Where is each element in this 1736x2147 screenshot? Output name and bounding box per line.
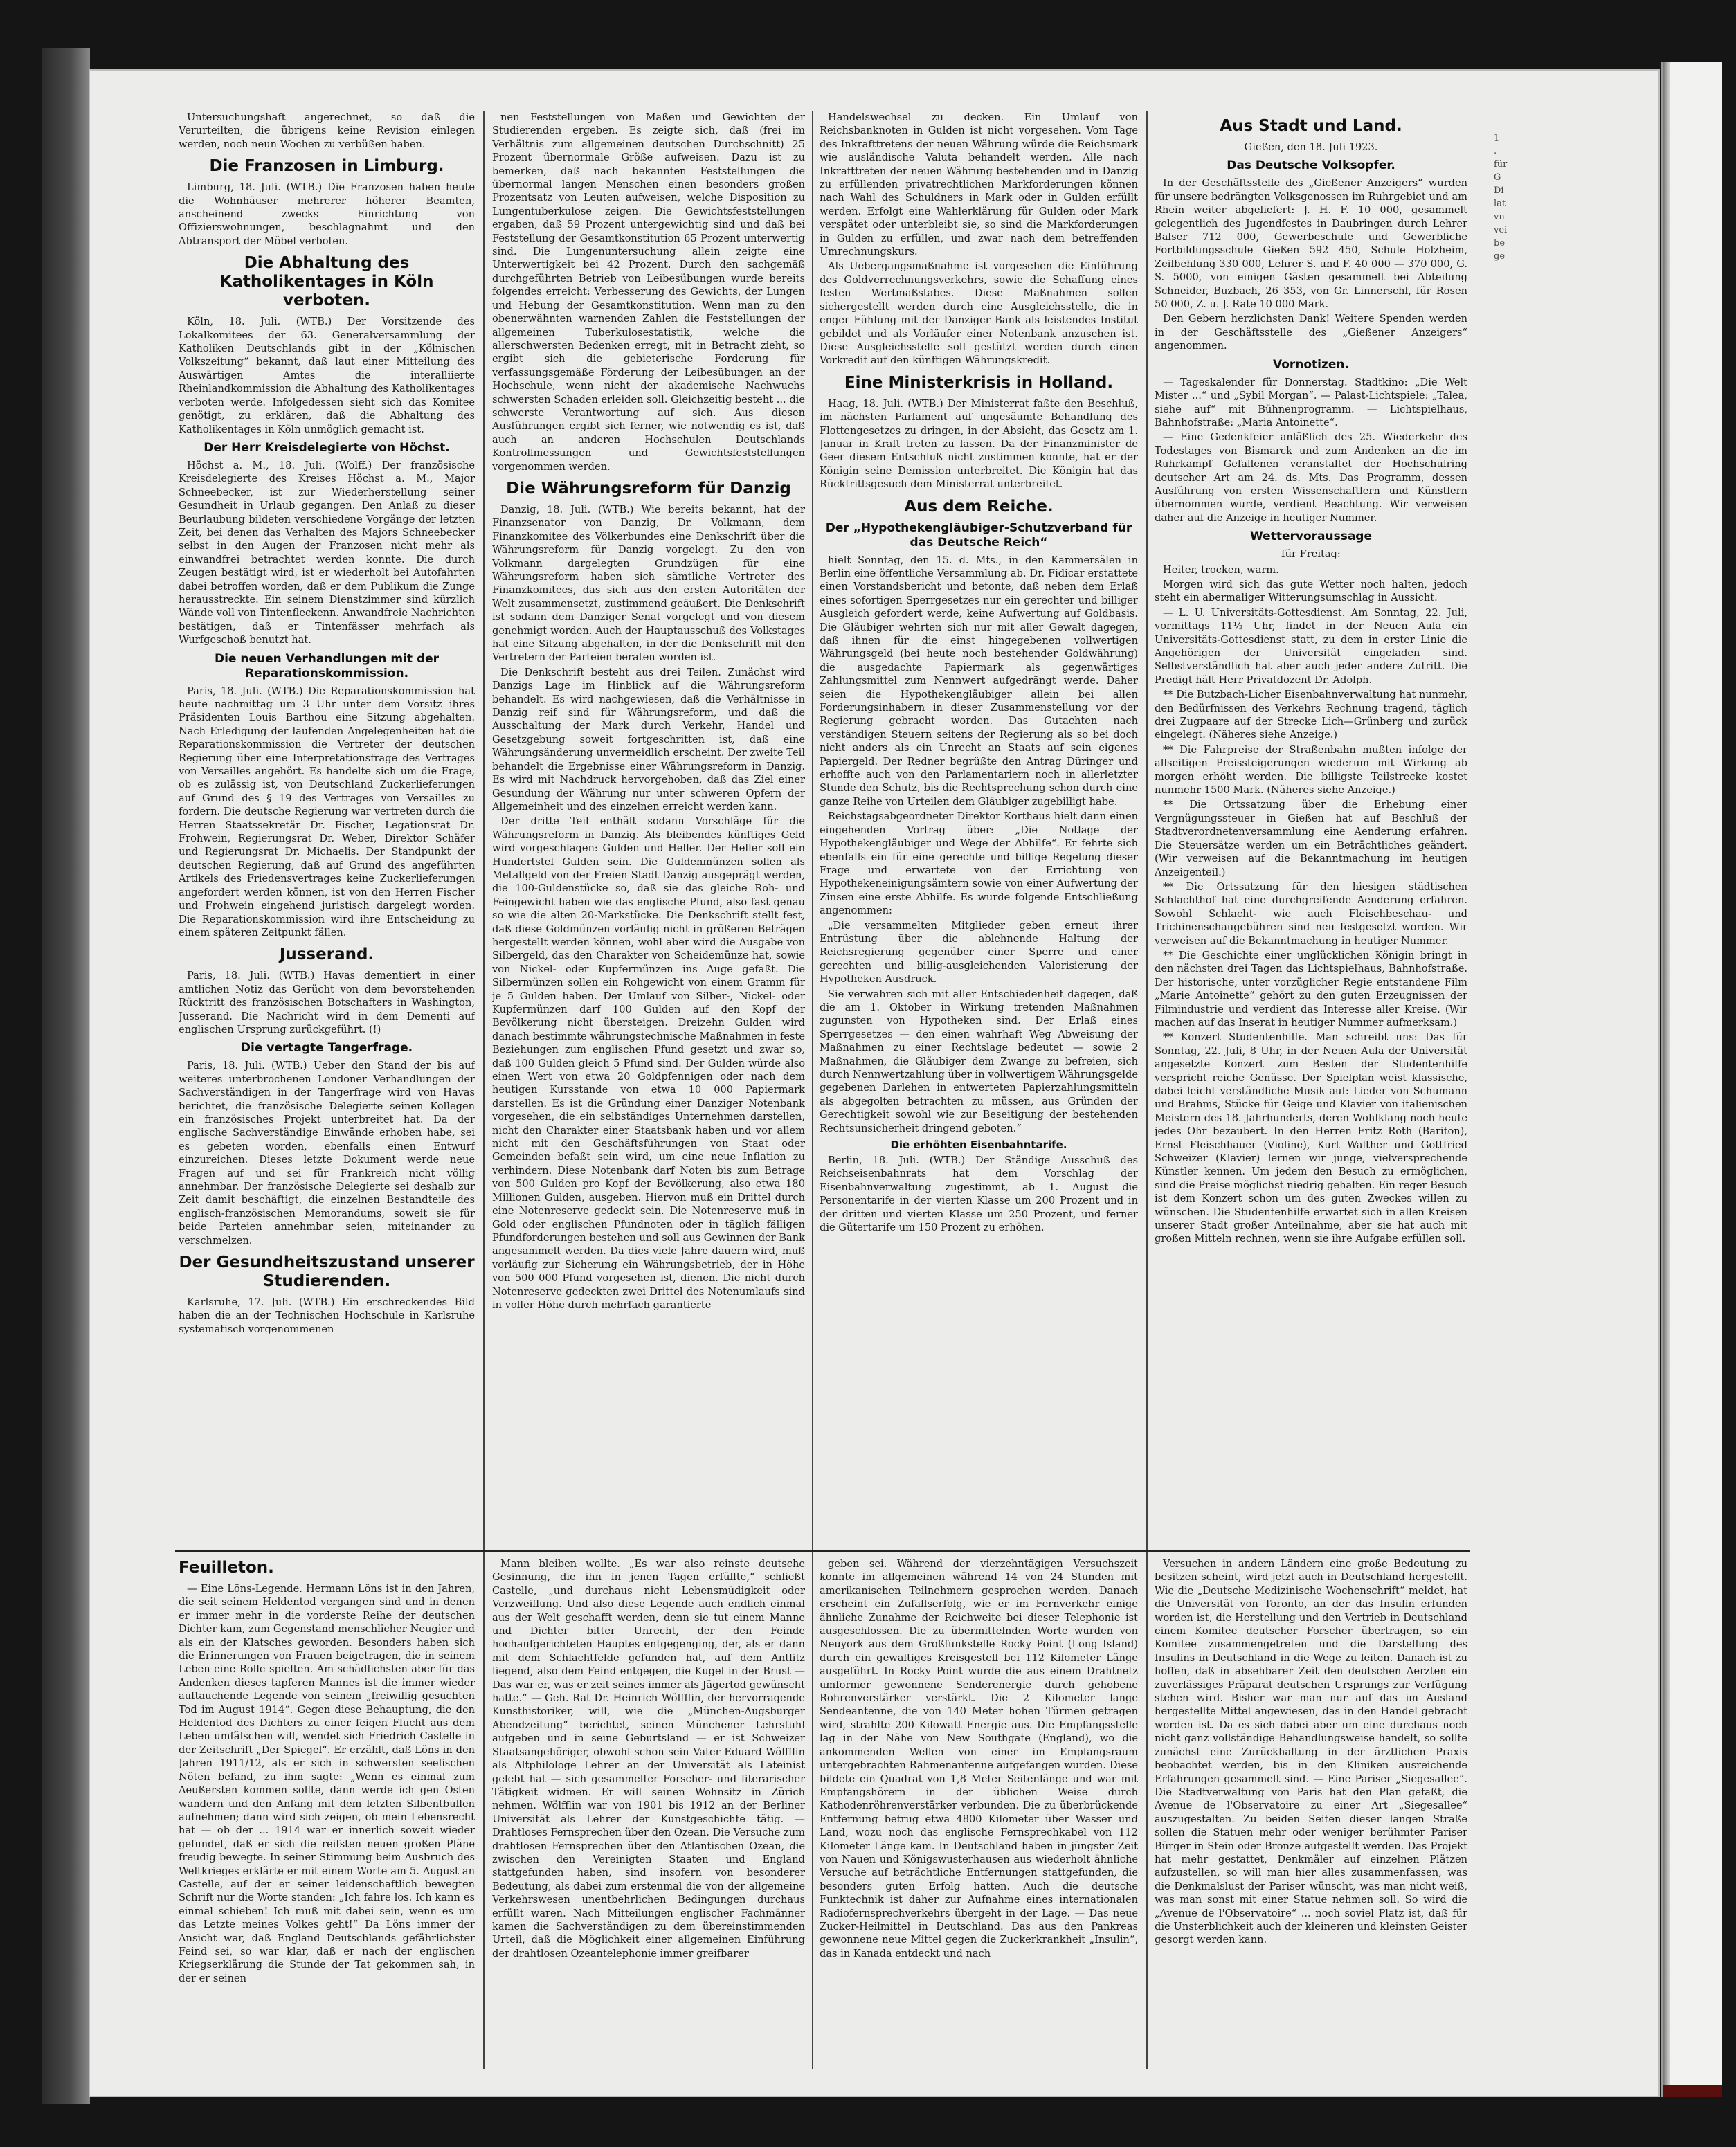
feuilleton-column-4 [1155, 1557, 1467, 2069]
article-paragraph: hielt Sonntag, den 15. d. Mts., in den Kammersälen in Berlin eine öffentliche Versammlung ab. Dr. Fidicar erstattete einen Vorstandsbericht und betonte, daß neben dem Erlaß eines sofortigen Sperrgesetzes nur ein gerechter und billiger Ausgleich gefordert werde, keine Aufwertung auf Goldbasis. Die Gläubiger wehrten sich nur mit aller Gewalt dagegen, daß ihnen für die einst hingegebenen vollwertigen Währungsgeld (bei heute noch bestehender Goldwährung) die ausgedachte Papiermark als gegenwärtiges Zahlungsmittel zum Nennwert aufgedrängt werde. Daher seien die Hypothekengläubiger allein bei allen Forderungsinhabern in dieser Zusammenstellung vor der Regierung gebracht worden. Das Gutachten nach verständigen Steuern seitens der Regierung als so bei doch nicht anders als ein Unrecht an Staats auf sein eigenes Papiergeld. Der Redner begrüßte den Antrag Düringer und erhoffte auch von den Parlamentariern noch in allerletzter Stunde den Schutz, bis die Rechtsprechung schon durch eine ganze Reihe von Urteilen dem Gläubiger zugebilligt habe. [820, 554, 1138, 808]
article-heading: Eine Ministerkrisis in Holland. [844, 373, 1114, 392]
article-heading: Die erhöhten Eisenbahntarife. [890, 1139, 1067, 1152]
feuilleton-divider [175, 1550, 1470, 1552]
feuilleton-column-3 [820, 1557, 1138, 2069]
article-paragraph: Höchst a. M., 18. Juli. (Wolff.) Der französische Kreisdelegierte des Kreises Höchst a. M., Major Schneebecker, ist zur Wiederherstellung seiner Gesundheit in Urlaub gegangen. Den Anlaß zu dieser Beurlaubung bildeten verschiedene Vorgänge der letzten Zeit, bei denen das Verhalten des Majors Schneebecker selbst in den Augen der Franzosen nicht mehr als einwandfrei betrachtet werden konnte. Die durch Zeugen bestätigt wird, ist er wiederholt bei Autofahrten dabei betroffen worden, daß er dem Publikum die Zunge herausstreckte. Ein seinem Dienstzimmer sind kürzlich Wände voll von Tintenfleckenn. Anwandfreie Nachrichten bestätigen, daß er Tintenfässer mehrfach als Wurfgeschoß benutzt hat. [179, 459, 475, 646]
article-paragraph: Berlin, 18. Juli. (WTB.) Der Ständige Ausschuß des Reichseisenbahnrats hat dem Vorschlag der Eisenbahnverwaltung zugestimmt, ab 1. August die Personentarife in der vierten Klasse um 200 Prozent und in der dritten und vierten Klasse um 250 Prozent, und ferner die Gütertarife um 150 Prozent zu erhöhen. [820, 1154, 1138, 1234]
article-heading: Aus dem Reiche. [904, 497, 1054, 516]
article-paragraph: Paris, 18. Juli. (WTB.) Havas dementiert in einer amtlichen Notiz das Gerücht von dem bevorstehenden Rücktritt des französischen Botschafters in Washington, Jusserand. Die Nachricht wird in dem Dementi auf englischen Ursprung zurückgeführt. (!) [179, 970, 475, 1035]
article-paragraph: Reichstagsabgeordneter Direktor Korthaus hielt dann einen eingehenden Vortrag über: „Die Notlage der Hypothekengläubiger und Wege der Abhilfe“. Er fehrte sich ebenfalls ein für eine gerechte und billige Regelung dieser Frage und erwartete von der Errichtung von Hypothekeneinigungsämtern sowie von einer Aufwertung der Zinsen eine erste Abhilfe. Es wurde folgende Entschließung angenommen: [820, 810, 1138, 917]
article-paragraph: Limburg, 18. Juli. (WTB.) Die Franzosen haben heute die Wohnhäuser mehrerer höherer Beamten, anscheinend zwecks Einrichtung von Offizierswohnungen, beschlagnahmt und den Abtransport der Möbel verboten. [179, 181, 475, 247]
article-paragraph: — L. U. Universitäts-Gottesdienst. Am Sonntag, 22. Juli, vormittags 11½ Uhr, findet in der Neuen Aula ein Universitäts-Gottesdienst statt, zu dem in erster Linie die Angehörigen der Universität eingeladen sind. Selbstverständlich hat aber auch jeder andere Zutritt. Die Predigt hält Herr Privatdozent Dr. Adolph. [1155, 606, 1467, 686]
feuilleton-heading: Feuilleton. [179, 1559, 274, 1577]
article-heading: Wettervoraussage [1250, 529, 1372, 544]
article-paragraph: Heiter, trocken, warm. [1163, 563, 1279, 576]
article-heading: Aus Stadt und Land. [1220, 117, 1402, 135]
article-paragraph: ** Die Fahrpreise der Straßenbahn mußten infolge der allseitigen Preissteigerungen wiederum mit Wirkung ab morgen erhöht werden. Die billigste Teilstrecke kostet nunmehr 1500 Mark. (Näheres siehe Anzeige.) [1155, 743, 1467, 797]
article-paragraph: Morgen wird sich das gute Wetter noch halten, jedoch steht ein abermaliger Witterungsumschlag in Aussicht. [1155, 578, 1467, 604]
article-paragraph: — Eine Gedenkfeier anläßlich des 25. Wiederkehr des Todestages von Bismarck und zum Andenken an die im Ruhrkampf Gefallenen veranstaltet der Hochschulring deutscher Art am 24. ds. Mts. Das Programm, dessen Ausführung von ersten Wissenschaftlern und Künstlern übernommen wurde, verdient Beachtung. Wir verweisen daher auf die Anzeige in heutiger Nummer. [1155, 431, 1467, 524]
article-paragraph: Haag, 18. Juli. (WTB.) Der Ministerrat faßte den Beschluß, im nächsten Parlament auf ungesäumte Behandlung des Flottengesetzes zu dringen, in der Absicht, das Gesetz am 1. Januar in Kraft treten zu lassen. Da der Finanzminister de Geer diesem Entschluß nicht zustimmen konnte, hat er der Königin seine Demission unterbreitet. Die Königin hat das Rücktrittsgesuch dem Ministerrat unterbreitet. [820, 397, 1138, 491]
book-left-edge [42, 48, 90, 2104]
article-paragraph: Köln, 18. Juli. (WTB.) Der Vorsitzende des Lokalkomitees der 63. Generalversammlung der Katholiken Deutschlands gibt in der „Kölnischen Volkszeitung“ bekannt, daß laut einer Mitteilung des Auswärtigen Amtes die interalliierte Rheinlandkommission die Abhaltung des Katholikentages verboten werde. Infolgedessen sieht sich das Komitee genötigt, zu erklären, daß die Abhaltung des Katholikentages in Köln unmöglich gemacht ist. [179, 316, 475, 435]
article-paragraph: Handelswechsel zu decken. Ein Umlauf von Reichsbanknoten in Gulden ist nicht vorgesehen. Vom Tage des Inkrafttretens der neuen Währung würde die Reichsmark wie ausländische Valuta behandelt werden. Alle nach Inkrafttreten der neuen Währung bestehenden und in Danzig zu erfüllenden privatrechtlichen Markforderungen können nach Wahl des Schuldners in Mark oder in Gulden erfüllt werden. Erfolgt eine Wahlerklärung für Gulden oder Mark verspätet oder unterbleibt sie, so sind die Markforderungen in Gulden zu erfüllen, und zwar nach dem betreffenden Umrechnungskurs. [820, 111, 1138, 258]
article-paragraph: Die Denkschrift besteht aus drei Teilen. Zunächst wird Danzigs Lage im Hinblick auf die Währungsreform behandelt. Es wird nachgewiesen, daß die Verhältnisse in Danzig reif sind für Währungsreform, und daß die Ausschaltung der Mark durch Verkehr, Handel und Gesetzgebung soweit fortgeschritten ist, daß eine Währungsänderung unvermeidlich erscheint. Der zweite Teil behandelt die Ergebnisse einer Währungsreform in Danzig. Es wird mit Nachdruck hervorgehoben, daß das Ziel einer Gesundung der Währung nur unter schweren Opfern der Allgemeinheit und des einzelnen erreicht werden kann. [492, 666, 805, 813]
article-paragraph: ** Die Geschichte einer unglücklichen Königin bringt in den nächsten drei Tagen das Lichtspielhaus, Bahnhofstraße. Der historische, unter vorzüglicher Regie entstandene Film „Marie Antoinette“ gehört zu den guten Erzeugnissen der Filmindustrie und verdient das Interesse aller Kreise. (Wir machen auf das Inserat in heutiger Nummer aufmerksam.) [1155, 949, 1467, 1029]
article-heading: Das Deutsche Volksopfer. [1227, 158, 1395, 173]
column-rule [812, 111, 813, 1571]
article-paragraph: ** Die Ortssatzung für den hiesigen städtischen Schlachthof hat eine durchgreifende Aenderung erfahren. Sowohl Schlacht- wie auch Fleischbeschau- und Trichinenschaugebühren sind neu festgesetzt worden. Wir verweisen auf die Bekanntmachung in heutiger Nummer. [1155, 880, 1467, 947]
column-rule [483, 111, 485, 1571]
page-spine [1663, 62, 1670, 2097]
article-paragraph: — Tageskalender für Donnerstag. Stadtkino: „Die Welt Mister ...“ und „Sybil Morgan“. — Palast-Lichtspiele: „Talea, siehe auf“ mit Bühnenprogramm. — Lichtspielhaus, Bahnhofstraße: „Maria Antoinette“. [1155, 376, 1467, 428]
article-paragraph: Paris, 18. Juli. (WTB.) Ueber den Stand der bis auf weiteres unterbrochenen Londoner Verhandlungen der Sachverständigen in der Tangerfrage wird von Havas berichtet, die französische Delegierte seinen Kollegen ein französisches Projekt unterbreitet hat. Da der englische Sachverständige Einwände erhoben habe, sei es gebeten worden, ebenfalls einen Entwurf einzureichen. Dieses letzte Dokument werde neue Fragen auf und sei für Frankreich nicht völlig annehmbar. Der französische Delegierte sei deshalb zur Zeit damit beschäftigt, die einzelnen Bestandteile des englisch-französischen Memorandums, soweit sie für beide Parteien annehmbar seien, miteinander zu verschmelzen. [179, 1060, 475, 1247]
column-rule [1146, 1557, 1148, 2069]
article-paragraph: Paris, 18. Juli. (WTB.) Die Reparationskommission hat heute nachmittag um 3 Uhr unter dem Vorsitz ihres Präsidenten Louis Barthou eine Sitzung abgehalten. Nach Erledigung der laufenden Angelegenheiten hat die Reparationskommission die Vertreter der deutschen Regierung über eine Interpretationsfrage des Vertrages von Versailles angehört. Es handelte sich um die Frage, ob es zulässig ist, von Deutschland Zuckerlieferungen auf Grund des § 19 des Vertrages von Versailles zu fordern. Die deutsche Regierung war vertreten durch die Herren Staatssekretär Dr. Fischer, Legationsrat Dr. Frohwein, Regierungsrat Dr. Weber, Direktor Schäfer und Regierungsrat Dr. Michaelis. Der Standpunkt der deutschen Regierung, daß auf Grund des angeführten Artikels des Friedensvertrages keine Zuckerlieferungen angefordert werden können, ist von den Herren Fischer und Frohwein eingehend juristisch dargelegt worden. Die Reparationskommission wird ihre Entscheidung zu einem späteren Zeitpunkt fällen. [179, 685, 475, 939]
feuilleton-text: Mann bleiben wollte. „Es war also reinste deutsche Gesinnung, die ihn in jenen Tagen erfüllte,“ schließt Castelle, „und durchaus nicht Lebensmüdigkeit oder Verzweiflung. Und also diese Legende auch endlich einmal aus der Welt geschafft werden, denn sie tut einem Manne und Dichter bitter Unrecht, der den Feinde hochaufgerichteten Hauptes entgegenging, der, als er dann mit dem Schlachtfelde gefunden hat, auf dem Antlitz liegend, also dem Feind entgegen, die Kugel in der Brust — Das war er, was er zeit seines immer als Jägertod gewünscht hatte.“ — Geh. Rat Dr. Heinrich Wölfflin, der hervorragende Kunsthistoriker, will, wie die „München-Augsburger Abendzeitung“ berichtet, seinen Münchener Lehrstuhl aufgeben und in seine Geburtsland — er ist Schweizer Staatsangehöriger, obwohl schon sein Vater Eduard Wölfflin als Altphilologe Lehrer an der Universität als Lateinist gelebt hat — sich gesammelter Forscher- und literarischer Tätigkeit widmen. Er will seinen Wohnsitz in Zürich nehmen. Wölfflin war von 1901 bis 1912 an der Berliner Universität als Lehrer der Kunstgeschichte tätig. — Drahtloses Fernsprechen über den Ozean. Die Versuche zum drahtlosen Fernsprechen über den Atlantischen Ozean, die zwischen den Vereinigten Staaten und England stattgefunden haben, sind insofern von besonderer Bedeutung, als dabei zum erstenmal die von der allgemeine Verkehrswesen unentbehrlichen Bedingungen durchaus erfüllt waren. Nach Mitteilungen englischer Fachmänner kamen die Sachverständigen zu dem übereinstimmenden Urteil, daß die Möglichkeit einer allgemeinen Einführung der drahtlosen Ozeantelephonie immer greifbarer [492, 1558, 805, 1959]
article-heading: Der „Hypothekengläubiger-Schutzverband für das Deutsche Reich“ [825, 520, 1132, 550]
newspaper-page [89, 69, 1660, 2097]
cover-strip [1663, 2085, 1722, 2097]
column-4 [1155, 111, 1467, 1578]
column-rule [812, 1557, 813, 2069]
article-heading: Der Herr Kreisdelegierte von Höchst. [204, 440, 450, 455]
article-paragraph: Untersuchungshaft angerechnet, so daß die Verurteilten, die übrigens keine Revision einlegen werden, noch neun Wochen zu verbüßen haben. [179, 111, 475, 150]
feuilleton-text: — Eine Löns-Legende. Hermann Löns ist in den Jahren, die seit seinem Heldentod vergangen sind und in denen er immer mehr in die vorderste Reihe der deutschen Dichter kam, zum Gegenstand menschlicher Neugier und als ein der Klatsches geworden. Besonders haben sich die Erinnerungen von Frauen beigetragen, die in seinem Leben eine Rolle spielten. Am schädlichsten aber für das Andenken dieses tapferen Mannes ist die immer wieder auftauchende Legende von seinem „freiwillig gesuchten Tod im August 1914“. Gegen diese Behauptung, die den Heldentod des Dichters zu einer feigen Flucht aus dem Leben umfälschen will, wendet sich Friedrich Castelle in der Zeitschrift „Der Spiegel“. Er erzählt, daß Löns in den Jahren 1911/12, als er sich in schwersten seelischen Nöten befand, zu ihm sagte: „Wenn es einmal zum Aeußersten kommen sollte, dann werde ich gen Osten wandern und den Anfang mit dem letzten Silbentbullen aufnehmen; dann wird sich zeigen, ob mein Lebensrecht hat — ob der ... 1914 war er innerlich soweit wieder gefundet, daß er sich die reifsten neuen großen Pläne freudig bewegte. In seiner Stimmung beim Ausbruch des Weltkrieges erklärte er mit einem Worte am 5. August an Castelle, auf der er seiner leidenschaftlich bewegten Schrift nur die Worte standen: „Ich fahre los. Ich kann es einmal schieben! Ich muß mit dabei sein, wenn es um das Letzte meines Volkes geht!“ Da Löns immer der Ansicht war, daß England Deutschlands gefährlichster Feind sei, so war klar, daß er nach der englischen Kriegserklärung die Stunde der Tat gekommen sah, in der er seinen [179, 1583, 475, 1984]
article-paragraph: Der dritte Teil enthält sodann Vorschläge für die Währungsreform in Danzig. Als bleibendes künftiges Geld wird vorgeschlagen: Gulden und Heller. Der Heller soll ein Hundertstel Gulden sein. Die Guldenmünzen sollen als Metallgeld von der Freien Stadt Danzig ausgeprägt werden, die 100-Guldenstücke so, daß sie das gleiche Roh- und Feingewicht haben wie das englische Pfund, also fast genau so wie die alten 20-Markstücke. Die Denkschrift stellt fest, daß diese Goldmünzen vorläufig nicht in größeren Beträgen hergestellt werden können, wohl aber wird die Ausgabe von Silbergeld, das den Charakter von Scheidemünze hat, sowie von Nickel- oder Kupfermünzen ins Auge gefaßt. Die Silbermünzen sollen ein Rohgewicht von einem Gramm für je 5 Gulden haben. Der Umlauf von Silber-, Nickel- oder Kupfermünzen darf 100 Gulden auf den Kopf der Bevölkerung nicht übersteigen. Dreizehn Gulden wird danach bestimmte währungstechnische Maßnahmen in feste Beziehungen zum englischen Pfund gesetzt und zwar so, daß 100 Gulden gleich 5 Pfund sind. Der Gulden würde also einen Wert von etwa 20 Goldpfennigen oder nach dem heutigen Kursstande von etwa 10 000 Papiermark darstellen. Es ist die Gründung einer Danziger Notenbank vorgesehen, die ein selbständiges Unternehmen darstellen, nicht den Charakter einer Staatsbank haben und vor allem nicht mit den Geschäftsführungen von Staat oder Gemeinden befaßt sein wird, um eine neue Inflation zu verhindern. Diese Notenbank darf Noten bis zum Betrage von 500 Gulden pro Kopf der Bevölkerung, also etwa 180 Millionen Gulden, ausgeben. Hiervon muß ein Drittel durch eine Notenreserve gedeckt sein. Die Notenreserve muß in Gold oder englischen Pfundnoten oder in täglich fälligen Pfundforderungen bestehen und soll aus Gewinnen der Bank angesammelt werden. Da dies viele Jahre dauern wird, muß vorläufig zur Sicherung ein Währungsbetrieb, der in Höhe von 500 000 Pfund vorgesehen ist, dienen. Die nicht durch Notenreserve gedeckten zwei Drittel des Notenumlaufs sind in voller Höhe durch mehrfach garantierte [492, 815, 805, 1311]
article-paragraph: ** Konzert Studentenhilfe. Man schreibt uns: Das für Sonntag, 22. Juli, 8 Uhr, in der Neuen Aula der Universität angesetzte Konzert zum Besten der Studentenhilfe verspricht reiche Genüsse. Der Spielplan weist klassische, dabei leicht verständliche Musik auf: Lieder von Schumann und Brahms, Stücke für Geige und Klavier von italienischen Meistern des 18. Jahrhunderts, deren Wohlklang noch heute jedes Ohr bezaubert. In den Herren Fritz Roth (Bariton), Ernst Fleischhauer (Violine), Kurt Walther und Gottfried Schweizer (Klavier) lernen wir junge, vielversprechende Künstler kennen. Um jedem den Besuch zu ermöglichen, sind die Preise möglichst niedrig gehalten. Ein reger Besuch ist dem Konzert schon um des guten Zweckes willen zu wünschen. Die Studentenhilfe erwartet sich in allen Kreisen unserer Stadt großer Anteilnahme, aber sie hat auch mit großen Mitteln rechnen, wenn sie ihre Aufgabe erfüllen soll. [1155, 1031, 1467, 1245]
article-paragraph: „Die versammelten Mitglieder geben erneut ihrer Entrüstung über die ablehnende Haltung der Reichsregierung gegenüber einer Sperre und einer gerechten und billig-ausgleichenden Valorisierung der Hypotheken Ausdruck. [820, 919, 1138, 986]
article-paragraph: Sie verwahren sich mit aller Entschiedenheit dagegen, daß die am 1. Oktober in Wirkung tretenden Maßnahmen zugunsten von Hypotheken sind. Der Erlaß eines Sperrgesetzes — den einen wahrhaft Weg Abweisung der Maßnahmen zu einer Rechtslage bedeutet — sowie 2 Maßnahmen, die Gläubiger dem Zwange zu befreien, sich durch Nennwertzahlung über in vollwertigem Währungsgelde gegebenen Darlehen in entwerteten Papierzahlungsmitteln als abgegolten betrachten zu müssen, aus Gründen der Gerechtigkeit sowohl wie zur Beseitigung der bestehenden Rechtsunsicherheit dringend geboten.“ [820, 988, 1138, 1134]
article-heading: Der Gesundheitszustand unserer Studierenden. [179, 1253, 475, 1291]
article-paragraph: Den Gebern herzlichsten Dank! Weitere Spenden werden in der Geschäftsstelle des „Gießener Anzeigers“ angenommen. [1155, 313, 1467, 352]
article-heading: Vornotizen. [1272, 357, 1349, 372]
article-heading: Die neuen Verhandlungen mit der Reparationskommission. [214, 651, 440, 680]
article-heading: Jusserand. [279, 945, 374, 964]
article-heading: Die vertagte Tangerfrage. [240, 1041, 413, 1056]
feuilleton-column-2 [492, 1557, 805, 2069]
feuilleton-column-1 [179, 1557, 475, 2069]
column-rule [483, 1557, 485, 2069]
feuilleton-text: geben sei. Während der vierzehntägigen Versuchszeit konnte im allgemeinen während 14 von 24 Stunden mit amerikanischen Teilnehmern gesprochen werden. Danach erscheint ein Zufallserfolg, wie er im Fernverkehr einige ähnliche Zunahme der Reichweite bei dieser Telephonie ist ausgeschlossen. Die zu übermittelnden Worte wurden von Neuyork aus dem Großfunkstelle Rocky Point (Long Island) durch ein gewaltiges Kreisgestell bei 112 Kilometer Länge ausgeführt. In Rocky Point wurde die aus einem Drahtnetz umformer gewonnene Senderenergie durch gehobene Rohrenverstärker verstärkt. Die 2 Kilometer lange Sendeantenne, die von 140 Meter hohen Türmen getragen wird, strahlte 200 Kilowatt Energie aus. Die Empfangsstelle lag in der Nähe von New Southgate (England), wo die ankommenden Wellen von einer im Empfangsraum untergebrachten Rahmenantenne aufgefangen wurden. Diese bildete ein Quadrat von 1,8 Meter Seitenlänge und war mit Empfangshörern in der üblichen Weise durch Kathodenröhrenverstärker verbunden. Die zu überbrückende Entfernung betrug etwa 4800 Kilometer über Wasser und Land, wozu noch das englische Fernsprechkabel von 112 Kilometer Länge kam. In Deutschland haben in jüngster Zeit von Nauen und Königswusterhausen aus wiederholt ähnliche Versuche auf beträchtliche Entfernungen stattgefunden, die besonders guten Erfolg hatten. Auch die deutsche Funktechnik ist daher zur Aufnahme eines internationalen Radiofernsprechverkehrs übergeht in der Lage. — Das neue Zucker-Heilmittel in Deutschland. Das aus den Pankreas gewonnene neue Mittel gegen die Zuckerkrankheit „Insulin“, das in Kanada entdeckt und nach [820, 1558, 1138, 1959]
feuilleton-text: Versuchen in andern Ländern eine große Bedeutung zu besitzen scheint, wird jetzt auch in Deutschland hergestellt. Wie die „Deutsche Medizinische Wochenschrift“ meldet, hat die Universität von Toronto, an der das Insulin erfunden worden ist, die Herstellung und den Vertrieb in Deutschland einem Komitee deutscher Forscher übertragen, so ein Komitee zusammengetreten und die Darstellung des Insulins in Deutschland in die Wege zu leiten. Danach ist zu hoffen, daß in absehbarer Zeit den deutschen Aerzten ein zuverlässiges Präparat deutschen Ursprungs zur Verfügung stehen wird. Bisher war man nur auf das im Ausland hergestellte Mittel angewiesen, das in den Handel gebracht worden ist. Da es sich dabei aber um eine durchaus noch nicht ganz vollständige Behandlungsweise handelt, so sollte zunächst eine Zurückhaltung in der ärztlichen Praxis beobachtet werden, bis in den Kliniken ausreichende Erfahrungen gesammelt sind. — Eine Pariser „Siegesallee“. Die Stadtverwaltung von Paris hat den Plan gefaßt, die Avenue de l'Observatoire zu einer Art „Siegesallee“ auszugestalten. Zu beiden Seiten dieser langen Straße sollen die Statuen mehr oder weniger berühmter Pariser Bürger in Stein oder Bronze aufgestellt werden. Das Projekt hat mehr gestattet, Denkmäler auf einzelnen Plätzen aufzustellen, so will man hier alles zusammenfassen, was die Denkmalslust der Pariser wünscht, was man nicht weiß, was man sonst mit einer Statue nehmen soll. So wird die „Avenue de l'Observatoire“ ... noch soviel Platz ist, daß für die Unsterblichkeit auch der kleineren und kleinsten Geister gesorgt werden kann. [1155, 1558, 1467, 1946]
article-paragraph: Danzig, 18. Juli. (WTB.) Wie bereits bekannt, hat der Finanzsenator von Danzig, Dr. Volkmann, dem Finanzkomitee des Völkerbundes eine Denkschrift über die Währungsreform für Danzig vorgelegt. Zu den von Volkmann dargelegten Grundzügen für eine Währungsreform haben sich sämtliche Vertreter des Finanzkomitees, das sich aus den ersten Autoritäten der Welt zusammensetzt, zustimmend geäußert. Die Denkschrift ist sodann dem Danziger Senat vorgelegt und von diesem genehmigt worden. Auch der Hauptausschuß des Volkstages hat eine Sitzung abgehalten, in der die Denkschrift mit den Vertretern der Parteien beraten worden ist. [492, 503, 805, 664]
article-paragraph: nen Feststellungen von Maßen und Gewichten der Studierenden ergeben. Es zeigte sich, daß (frei im Verhältnis zum allgemeinen deutschen Durchschnitt) 25 Prozent übernormale Größe aufweisen. Dazu ist zu bemerken, daß nach bekannten Feststellungen die übernormal langen Menschen einen besonders großen Prozentsatz von Leuten aufweisen, welche Disposition zu Lungentuberkulose zeigen. Die Gewichtsfeststellungen ergaben, daß 59 Prozent untergewichtig sind und daß bei Feststellung der Gesamtkonstitution 65 Prozent unterwertig sind. Die Lungenuntersuchung allein zeigte eine Unterwertigkeit bei 42 Prozent. Durch den sachgemäß durchgeführten Betrieb von Leibesübungen wurde bereits folgendes erreicht: Verbesserung des Gewichts, der Lungen und Hebung der Gesamtkonstitution. Wenn man zu den obenerwähnten warnenden Zahlen die Feststellungen der allgemeinen Tuberkulosestatistik, welche die allerschwersten Bedenken erregt, mit in Betracht zieht, so ergibt sich die gebieterische Forderung für verfassungsgemäße Förderung der Leibesübungen an der Hochschule, wenn nicht der akademische Nachwuchs schwersten Schaden erleiden soll. Gleichzeitig besteht ... die schwerste Verantwortung auf sich. Aus diesen Ausführungen ergibt sich ferner, wie notwendig es ist, daß auch an anderen Hochschulen Deutschlands Kontrollmessungen und Gewichtsfeststellungen vorgenommen werden. [492, 111, 805, 473]
column-rule [1146, 111, 1148, 1571]
dateline: Gießen, den 18. Juli 1923. [1244, 141, 1378, 153]
column-1 [179, 111, 475, 1578]
article-paragraph: In der Geschäftsstelle des „Gießener Anzeigers“ wurden für unsere bedrängten Volksgenossen im Ruhrgebiet und am Rhein weiter abgeliefert: J. H. F. 10 000, gesammelt gelegentlich des Jugendfestes in Daubringen durch Lehrer Balser 712 000, Gewerbeschule und Gewerbliche Fortbildungsschule Gießen 592 450, Schule Holzheim, Zeilbehlung 330 000, Lehrer S. und F. 40 000 — 370 000, G. S. 5000, von einigen Gästen gesammelt bei Abteilung Schneider, Buzbach, 26 353, von Gr. Linnerschl, für Rosen 50 000, Z. u. J. Rate 10 000 Mark. [1155, 177, 1467, 311]
column-2 [492, 111, 805, 1578]
next-page-edge [1661, 62, 1722, 2097]
column-3 [820, 111, 1138, 1578]
article-heading: Die Währungsreform für Danzig [506, 479, 791, 498]
article-heading: Die Franzosen in Limburg. [209, 157, 444, 176]
dateline: für Freitag: [1281, 548, 1341, 561]
article-paragraph: Karlsruhe, 17. Juli. (WTB.) Ein erschreckendes Bild haben die an der Technischen Hochschule in Karlsruhe systematisch vorgenommenen [179, 1296, 475, 1335]
article-heading: Die Abhaltung des Katholikentages in Köln verboten. [219, 254, 434, 310]
article-paragraph: Als Uebergangsmaßnahme ist vorgesehen die Einführung des Goldverrechnungsverkehrs, sowie die Schaffung eines festen Wertmaßstabes. Diese Maßnahmen sollen sichergestellt werden durch eine Ausgleichsstelle, die in enger Fühlung mit der Danziger Bank als leistendes Institut gebildet und als Vorläufer einer Notenbank anzusehen ist. Diese Ausgleichsstelle soll gestützt werden durch einen Vorkredit auf den künftigen Währungskredit. [820, 260, 1138, 367]
adjacent-column-fragment: 1 . für G Di lat vn vei be ge [1494, 133, 1508, 262]
article-paragraph: ** Die Ortssatzung über die Erhebung einer Vergnügungssteuer in Gießen hat auf Beschluß der Stadtverordnetenversammlung eine Aenderung erfahren. Die Steuersätze werden um ein Beträchtliches geändert. (Wir verweisen auf die Bekanntmachung im heutigen Anzeigenteil.) [1155, 799, 1467, 878]
article-paragraph: ** Die Butzbach-Licher Eisenbahnverwaltung hat nunmehr, den Bedürfnissen des Verkehrs Rechnung tragend, täglich drei Zugpaare auf der Strecke Lich—Grünberg und zurück eingelegt. (Näheres siehe Anzeige.) [1155, 689, 1467, 741]
